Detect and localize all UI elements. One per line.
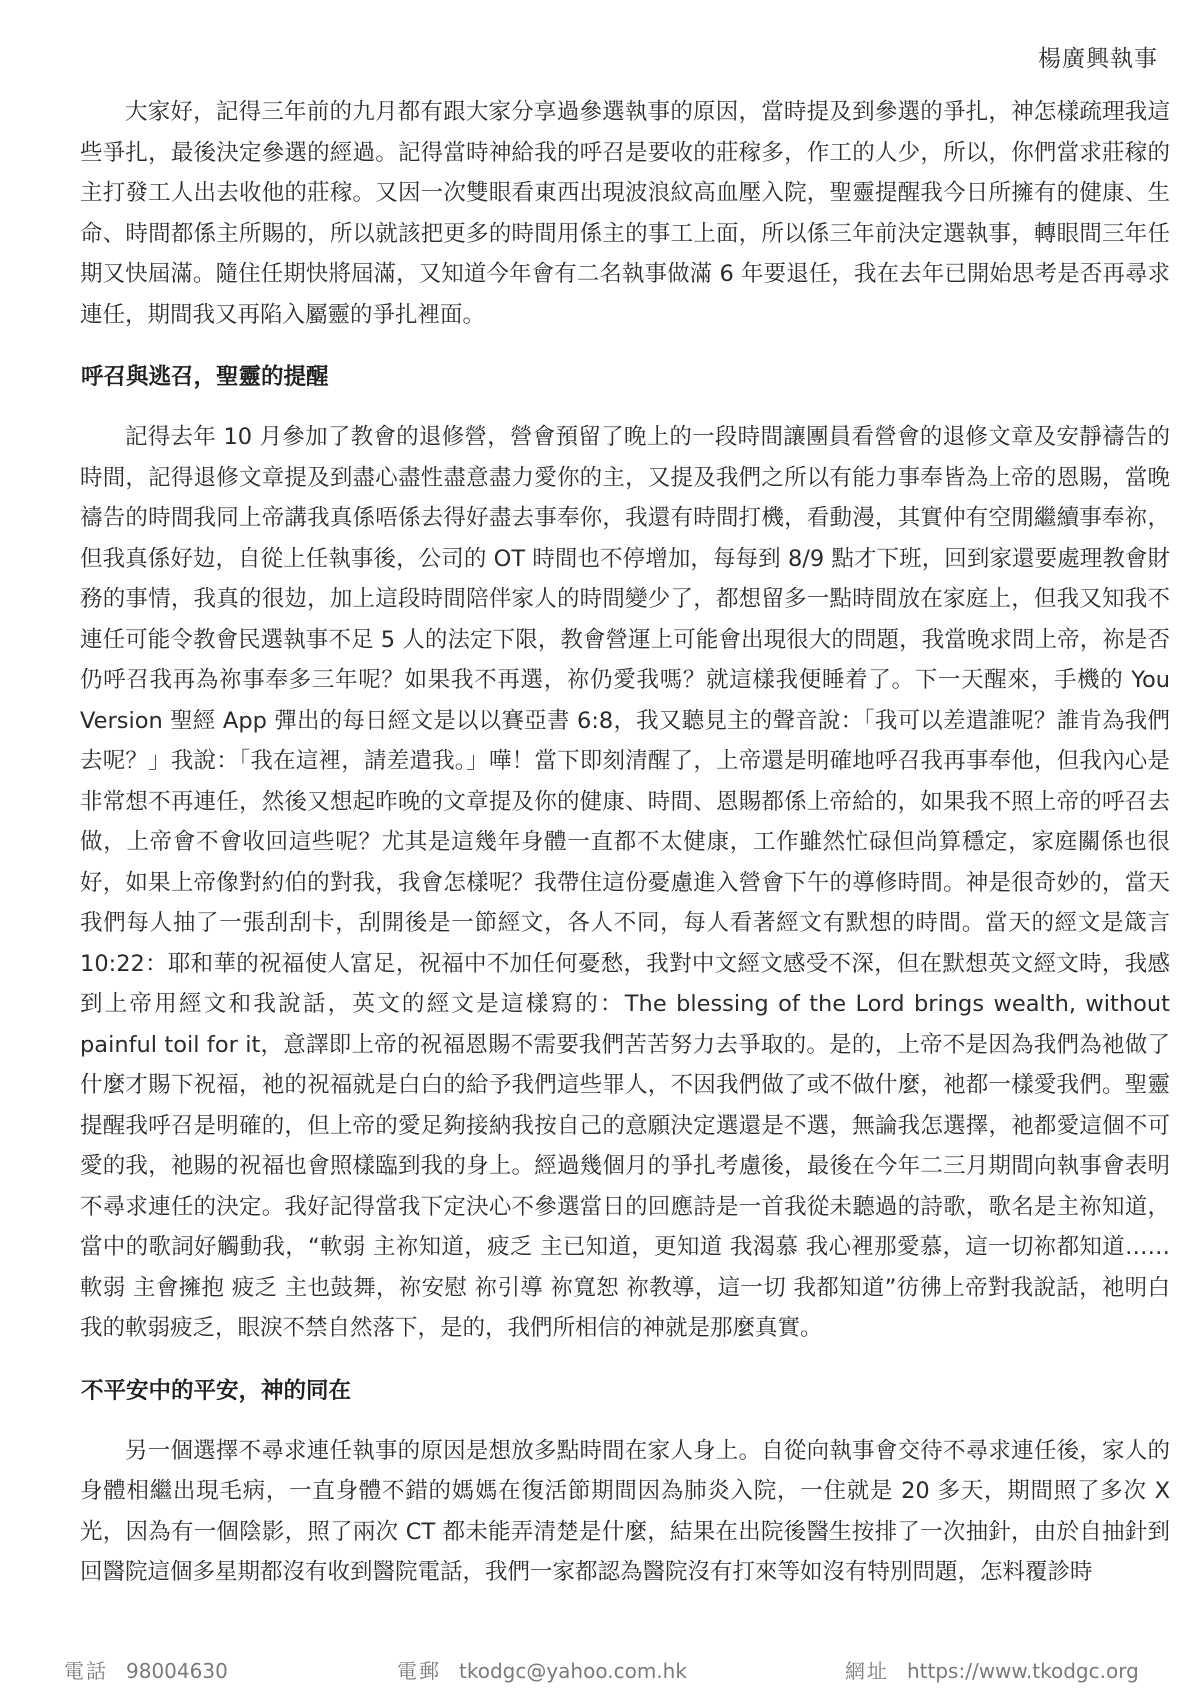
web-label: 網址 <box>845 1659 889 1683</box>
peace-paragraph: 另一個選擇不尋求連任執事的原因是想放多點時間在家人身上。自從向執事會交待不尋求連任後，家人的身體相繼出現毛病，一直身體不錯的媽媽在復活節期間因為肺炎入院，一住就是 20 多天，期間照了多次 X 光，因為有一個陰影，照了兩次 CT 都未能弄清楚是什麼，結果在出院後醫生按排了一次抽針，由於自抽針到回醫院這個多星期都沒有收到醫院電話，我們一家都認為醫院沒有打來等如沒有特別問題，怎料覆診時 <box>80 1437 1170 1585</box>
author-name: 楊廣興執事 <box>1038 46 1158 72</box>
article-body <box>80 92 1170 1593</box>
calling-paragraph: 記得去年 10 月參加了教會的退修營，營會預留了晚上的一段時間讓團員看營會的退修文章及安靜禱告的時間，記得退修文章提及到盡心盡性盡意盡力愛你的主，又提及我們之所以有能力事奉皆為上帝的恩賜，當晚禱告的時間我同上帝講我真係唔係去得好盡去事奉你，我還有時間打機，看動漫，其實仲有空閒繼續事奉祢，但我真係好攰，自從上任執事後，公司的 OT 時間也不停增加，每每到 8/9 點才下班，回到家還要處理教會財務的事情，我真的很攰，加上這段時間陪伴家人的時間變少了，都想留多一點時間放在家庭上，但我又知我不連任可能令教會民選執事不足 5 人的法定下限，教會營運上可能會出現很大的問題，我當晚求問上帝，祢是否仍呼召我再為祢事奉多三年呢？如果我不再選，祢仍愛我嗎？就這樣我便睡着了。下一天醒來，手機的 You Version 聖經 App 彈出的每日經文是以以賽亞書 6:8，我又聽見主的聲音說：「我可以差遣誰呢？誰肯為我們去呢？」我說：「我在這裡，請差遣我。」嘩！當下即刻清醒了，上帝還是明確地呼召我再事奉他，但我內心是非常想不再連任，然後又想起昨晚的文章提及你的健康、時間、恩賜都係上帝給的，如果我不照上帝的呼召去做，上帝會不會收回這些呢？尤其是這幾年身體一直都不太健康，工作雖然忙碌但尚算穩定，家庭關係也很好，如果上帝像對約伯的對我，我會怎樣呢？我帶住這份憂慮進入營會下午的導修時間。神是很奇妙的，當天我們每人抽了一張刮刮卡，刮開後是一節經文，各人不同，每人看著經文有默想的時間。當天的經文是箴言 10:22：耶和華的祝福使人富足，祝福中不加任何憂愁，我對中文經文感受不深，但在默想英文經文時，我感到上帝用經文和我說話，英文的經文是這樣寫的：The blessing of the Lord brings wealth, without painful toil for it，意譯即上帝的祝福恩賜不需要我們苦苦努力去爭取的。是的，上帝不是因為我們為祂做了什麼才賜下祝福，祂的祝福就是白白的給予我們這些罪人，不因我們做了或不做什麼，祂都一樣愛我們。聖靈提醒我呼召是明確的，但上帝的愛足夠接納我按自己的意願決定選還是不選，無論我怎選擇，祂都愛這個不可愛的我，祂賜的祝福也會照樣臨到我的身上。經過幾個月的爭扎考慮後，最後在今年二三月期間向執事會表明不尋求連任的決定。我好記得當我下定決心不參選當日的回應詩是一首我從未聽過的詩歌，歌名是主祢知道，當中的歌詞好觸動我，“軟弱 主祢知道，疲乏 主已知道，更知道 我渴慕 我心裡那愛慕，這一切祢都知道……軟弱 主會擁抱 疲乏 主也鼓舞，祢安慰 祢引導 祢寬恕 祢教導，這一切 我都知道”彷彿上帝對我說話，祂明白我的軟弱疲乏，眼淚不禁自然落下，是的，我們所相信的神就是那麼真實。 <box>80 424 1170 1341</box>
email-address[interactable]: tkodgc@yahoo.com.hk <box>459 1659 687 1683</box>
section-heading-peace: 不平安中的平安，神的同在 <box>81 1377 352 1404</box>
footer-email <box>397 1655 687 1684</box>
email-label: 電郵 <box>397 1659 441 1683</box>
footer-website <box>845 1655 1139 1684</box>
phone-label: 電話 <box>64 1659 108 1683</box>
website-link[interactable]: https://www.tkodgc.org <box>907 1659 1139 1683</box>
phone-number: 98004630 <box>126 1659 228 1683</box>
intro-paragraph: 大家好，記得三年前的九月都有跟大家分享過參選執事的原因，當時提及到參選的爭扎，神怎樣疏理我這些爭扎，最後決定參選的經過。記得當時神給我的呼召是要收的莊稼多，作工的人少，所以，你們當求莊稼的主打發工人出去收他的莊稼。又因一次雙眼看東西出現波浪紋高血壓入院，聖靈提醒我今日所擁有的健康、生命、時間都係主所賜的，所以就該把更多的時間用係主的事工上面，所以係三年前決定選執事，轉眼間三年任期又快屆滿。隨住任期快將屆滿，又知道今年會有二名執事做滿 6 年要退任，我在去年已開始思考是否再尋求連任，期間我又再陷入屬靈的爭扎裡面。 <box>80 99 1170 328</box>
footer-phone <box>64 1655 228 1684</box>
section-heading-calling: 呼召與逃召，聖靈的提醒 <box>81 364 329 390</box>
